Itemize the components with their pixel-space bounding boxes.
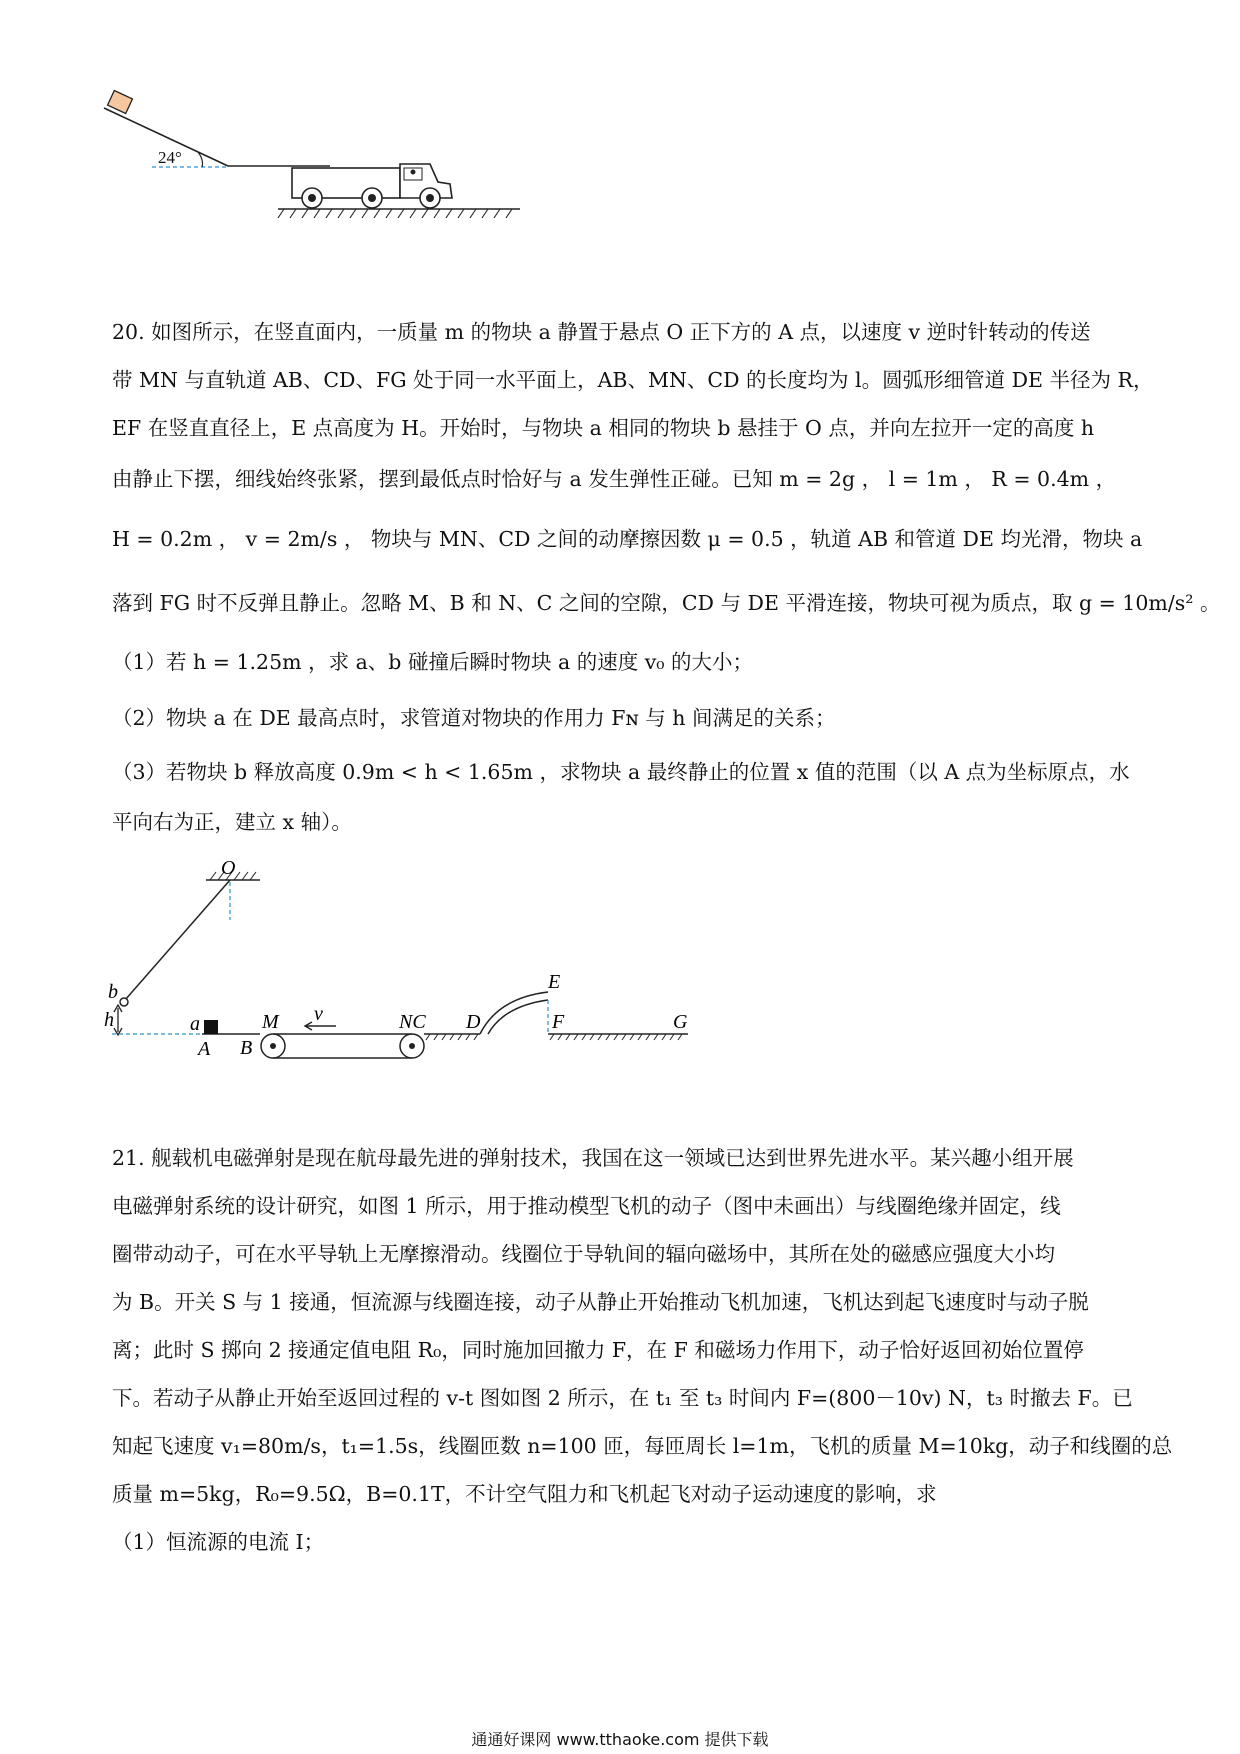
truck-wheel (368, 194, 376, 202)
label-G: G (673, 1011, 688, 1033)
q21-line: 电磁弹射系统的设计研究，如图 1 所示，用于推动模型飞机的动子（图中未画出）与线圈绝缘并固定，线 (112, 1194, 1061, 1218)
tube-DE-inner (488, 1000, 548, 1034)
q20-line: 20. 如图所示，在竖直面内，一质量 m 的物块 a 静置于悬点 O 正下方的 A 点，以速度 v 逆时针转动的传送 (112, 320, 1091, 344)
pendulum-string (125, 880, 230, 1000)
ground-hatch (278, 209, 512, 218)
q21-line: 为 B。开关 S 与 1 接通，恒流源与线圈连接，动子从静止开始推动飞机加速，飞机达到起飞速度时与动子脱 (112, 1290, 1089, 1314)
truck-wheel (426, 194, 434, 202)
label-F: F (552, 1011, 565, 1033)
q21-sub1: （1）恒流源的电流 I； (112, 1530, 325, 1554)
q20-sub1: （1）若 h = 1.25m ，求 a、b 碰撞后瞬时物块 a 的速度 v₀ 的大小； (112, 650, 754, 674)
block-a (204, 1020, 218, 1034)
q20-line: 带 MN 与直轨道 AB、CD、FG 处于同一水平面上，AB、MN、CD 的长度均为 l。圆弧形细管道 DE 半径为 R， (112, 368, 1154, 392)
label-h: h (104, 1009, 114, 1031)
q21-line: 离；此时 S 掷向 2 接通定值电阻 R₀，同时施加回撤力 F，在 F 和磁场力作用下，动子恰好返回初始位置停 (112, 1338, 1084, 1362)
q20-line: 落到 FG 时不反弹且静止。忽略 M、B 和 N、C 之间的空隙，CD 与 DE 平滑连接，物块可视为质点，取 g = 10m/s² 。 (112, 591, 1221, 615)
footer: 通通好课网 www.tthaoke.com 提供下载 (471, 1730, 769, 1749)
pendulum-conveyor-figure (104, 857, 790, 1070)
incline-truck-figure (100, 90, 540, 250)
q20-line: H = 0.2m ， v = 2m/s ， 物块与 MN、CD 之间的动摩擦因数 μ = 0.5 ，轨道 AB 和管道 DE 均光滑，物块 a (112, 527, 1143, 551)
q21-line: 质量 m=5kg，R₀=9.5Ω，B=0.1T，不计空气阻力和飞机起飞对动子运动速度的影响，求 (112, 1482, 937, 1506)
label-A: A (198, 1038, 211, 1060)
label-v: v (314, 1003, 323, 1025)
label-M: M (262, 1011, 279, 1033)
label-b: b (108, 981, 118, 1003)
truck-wheel (308, 194, 316, 202)
label-O: O (221, 857, 236, 879)
FG-hatch (550, 1034, 682, 1040)
ball-b (120, 998, 128, 1006)
truck-driver (411, 170, 416, 175)
label-a: a (190, 1013, 200, 1035)
angle-label: 24° (158, 148, 182, 167)
question-21 (112, 1134, 1173, 1566)
q21-line: 21. 舰载机电磁弹射是现在航母最先进的弹射技术，我国在这一领域已达到世界先进水平。某兴趣小组开展 (112, 1146, 1074, 1170)
sliding-block (108, 91, 133, 114)
tube-DE-outer (480, 992, 548, 1034)
q20-line: EF 在竖直直径上，E 点高度为 H。开始时，与物块 a 相同的物块 b 悬挂于 O 点，并向左拉开一定的高度 h (112, 416, 1095, 440)
q20-sub3: （3）若物块 b 释放高度 0.9m < h < 1.65m ，求物块 a 最终静止的位置 x 值的范围（以 A 点为坐标原点，水 (112, 760, 1130, 784)
q20-line: 由静止下摆，细线始终张紧，摆到最低点时恰好与 a 发生弹性正碰。已知 m = 2g ， l = 1m ， R = 0.4m ， (112, 467, 1117, 491)
q20-sub2: （2）物块 a 在 DE 最高点时，求管道对物块的作用力 Fɴ 与 h 间满足的关系； (112, 706, 836, 730)
question-20 (112, 308, 1221, 846)
q21-line: 圈带动动子，可在水平导轨上无摩擦滑动。线圈位于导轨间的辐向磁场中，其所在处的磁感应强度大小均 (112, 1242, 1055, 1266)
label-D: D (466, 1011, 481, 1033)
CD-hatch (426, 1034, 478, 1040)
q21-line: 下。若动子从静止开始至返回过程的 v-t 图如图 2 所示，在 t₁ 至 t₃ 时间内 F=(800－10v) N，t₃ 时撤去 F。已 (112, 1386, 1133, 1410)
label-NC: NC (399, 1011, 426, 1033)
label-B: B (240, 1037, 253, 1059)
label-E: E (548, 971, 561, 993)
roller-M-center (270, 1043, 276, 1049)
q21-line: 知起飞速度 v₁=80m/s，t₁=1.5s，线圈匝数 n=100 匝，每匝周长 l=1m，飞机的质量 M=10kg，动子和线圈的总 (112, 1434, 1173, 1458)
roller-N-center (409, 1043, 415, 1049)
q20-sub3: 平向右为正，建立 x 轴）。 (112, 810, 352, 834)
